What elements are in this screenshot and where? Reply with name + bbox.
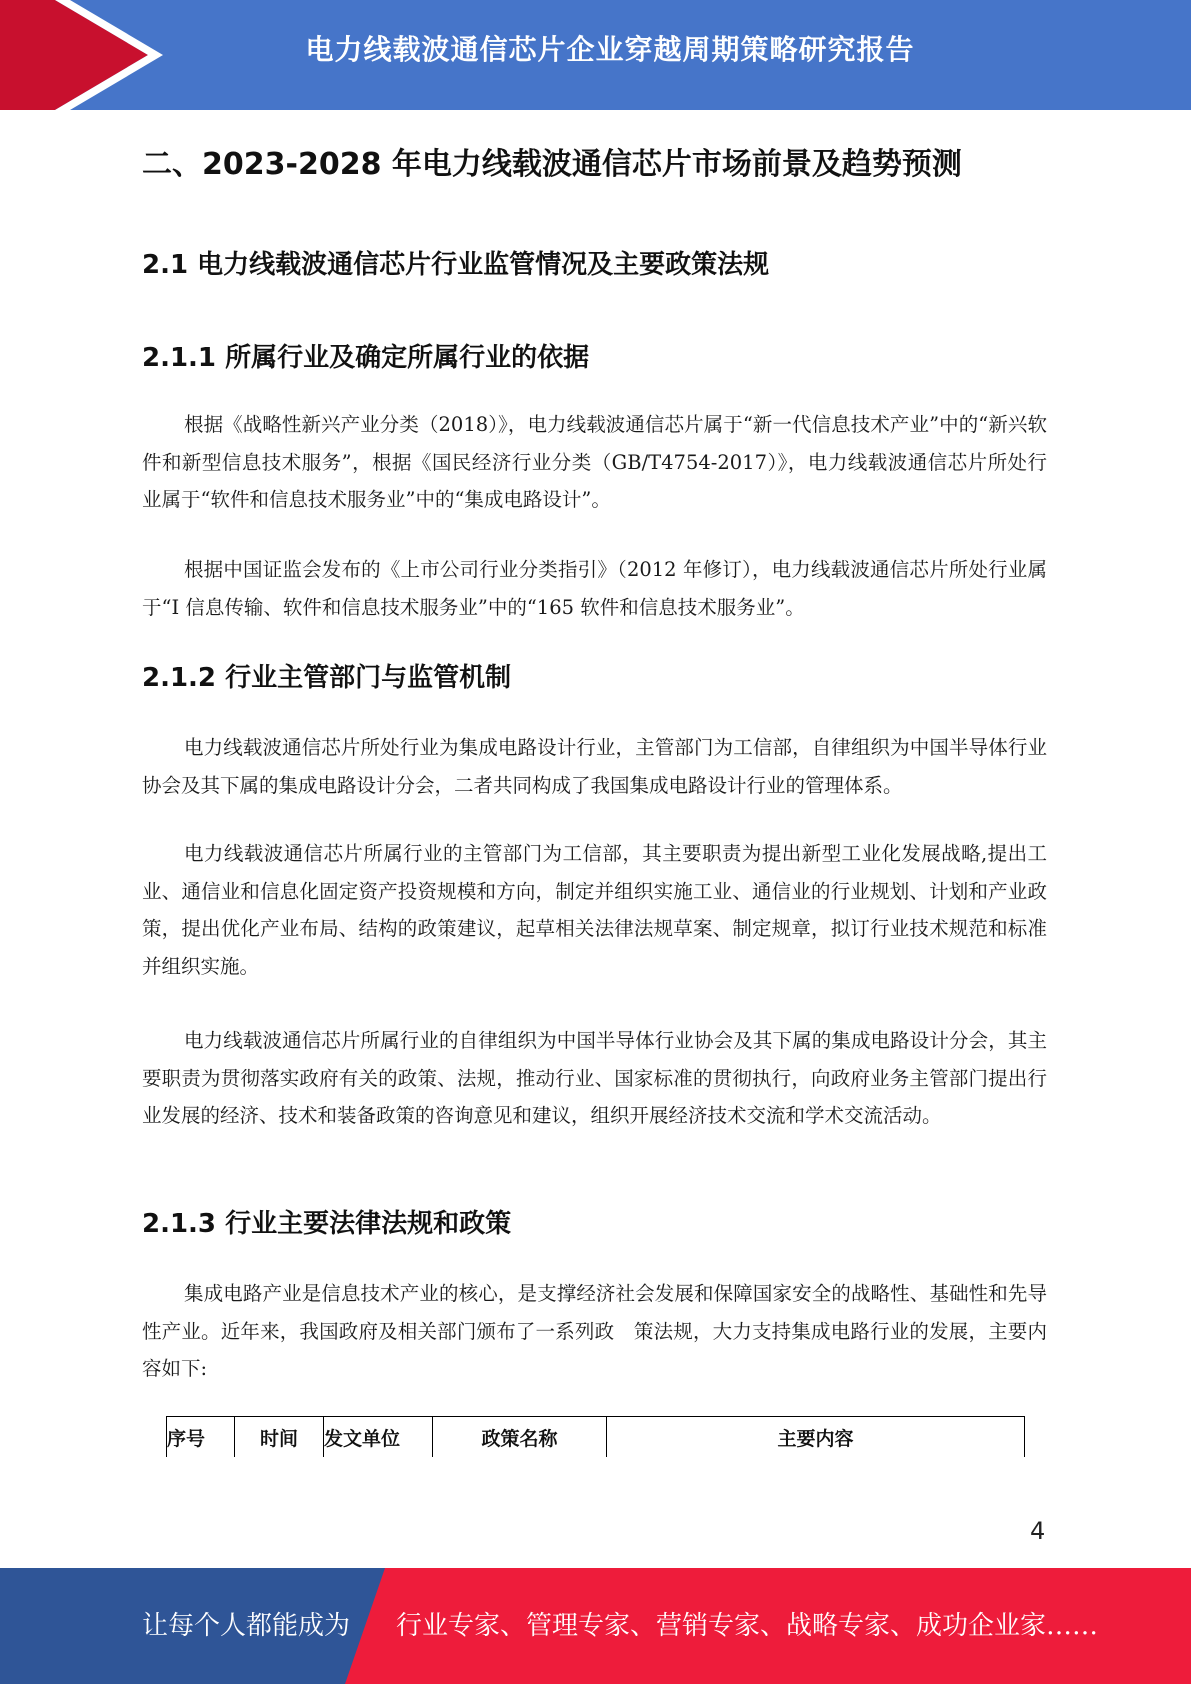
footer-slogan-right: 行业专家、管理专家、营销专家、战略专家、成功企业家……: [396, 1611, 1099, 1641]
column-header-main-content: 主要内容: [607, 1417, 1025, 1458]
column-header-index: 序号: [167, 1417, 235, 1458]
sub-heading-2-1-1: 2.1.1 所属行业及确定所属行业的依据: [142, 343, 590, 373]
paragraph: 电力线载波通信芯片所处行业为集成电路设计行业，主管部门为工信部，自律组织为中国半导体行业协会及其下属的集成电路设计分会，二者共同构成了我国集成电路设计行业的管理体系。: [142, 736, 1047, 797]
page-footer: [0, 1568, 1191, 1684]
paragraph: 电力线载波通信芯片所属行业的主管部门为工信部，其主要职责为提出新型工业化发展战略,提出工业、通信业和信息化固定资产投资规模和方向，制定并组织实施工业、通信业的行业规划、计划和产业政策，提出优化产业布局、结构的政策建议，起草相关法律法规草案、制定规章，拟订行业技术规范和标准并组织实施。: [142, 842, 1047, 978]
paragraph: 根据《战略性新兴产业分类（2018）》，电力线载波通信芯片属于“新一代信息技术产业”中的“新兴软件和新型信息技术服务”，根据《国民经济行业分类（GB/T4754-2017）》，电力线载波通信芯片所处行业属于“软件和信息技术服务业”中的“集成电路设计”。: [142, 413, 1047, 511]
subsection-heading: 2.1 电力线载波通信芯片行业监管情况及主要政策法规: [142, 250, 770, 280]
policy-table: [166, 1416, 1025, 1457]
section-heading: 二、2023-2028 年电力线载波通信芯片市场前景及趋势预测: [142, 147, 962, 182]
column-header-time: 时间: [235, 1417, 324, 1458]
column-header-issuer: 发文单位: [324, 1417, 433, 1458]
table-header-row: [167, 1417, 1025, 1458]
paragraph: 电力线载波通信芯片所属行业的自律组织为中国半导体行业协会及其下属的集成电路设计分会，其主要职责为贯彻落实政府有关的政策、法规，推动行业、国家标准的贯彻执行，向政府业务主管部门提出行业发展的经济、技术和装备政策的咨询意见和建议，组织开展经济技术交流和学术交流活动。: [142, 1029, 1047, 1127]
paragraph: 根据中国证监会发布的《上市公司行业分类指引》（2012 年修订），电力线载波通信芯片所处行业属于“I 信息传输、软件和信息技术服务业”中的“165 软件和信息技术服务业”。: [142, 558, 1047, 619]
page-number: 4: [1030, 1517, 1046, 1545]
column-header-policy-name: 政策名称: [433, 1417, 607, 1458]
footer-slogan-left: 让每个人都能成为: [142, 1611, 351, 1641]
paragraph: 集成电路产业是信息技术产业的核心，是支撑经济社会发展和保障国家安全的战略性、基础性和先导性产业。近年来，我国政府及相关部门颁布了一系列政 策法规，大力支持集成电路行业的发展，主要内容如下:: [142, 1282, 1047, 1380]
sub-heading-2-1-3: 2.1.3 行业主要法律法规和政策: [142, 1209, 512, 1239]
header-title: 电力线载波通信芯片企业穿越周期策略研究报告: [305, 33, 915, 66]
page-header: [0, 0, 1191, 110]
sub-heading-2-1-2: 2.1.2 行业主管部门与监管机制: [142, 663, 512, 693]
